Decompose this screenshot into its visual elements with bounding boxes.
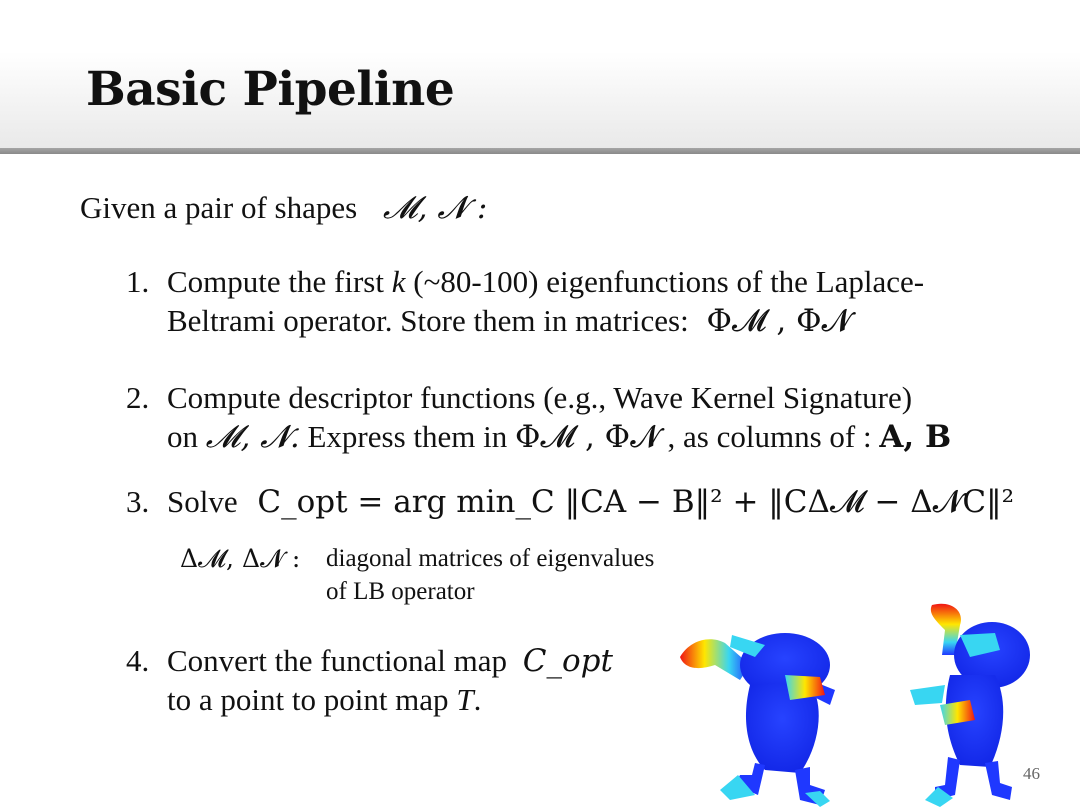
step-1-var-k: k	[391, 264, 406, 299]
step-3-equation: C_opt = arg min_C ‖CA − B‖² + ‖CΔ𝓜 − Δ𝓝C‖²	[257, 484, 1015, 520]
title-divider	[0, 148, 1080, 154]
step-2-suffix: , as columns of :	[667, 419, 872, 454]
step-4-period: .	[473, 682, 482, 717]
slide-page-number: 46	[1023, 764, 1040, 783]
step-2-line-2	[167, 421, 951, 453]
step-2-number: 2.	[126, 380, 150, 415]
step-4-line-2-text: to a point to point map	[167, 682, 449, 717]
step-3-number: 3.	[126, 484, 150, 519]
step-2-prefix: on	[167, 419, 198, 454]
step-1-line-1	[126, 266, 924, 297]
step-3-note-line-1: diagonal matrices of eigenvalues	[326, 545, 655, 572]
step-4-line-2	[167, 684, 481, 715]
step-2-phi-math: Φ𝓜 , Φ𝓝	[514, 419, 660, 455]
step-1-phi-math: Φ𝓜 , Φ𝓝	[706, 303, 852, 339]
step-1-number: 1.	[126, 264, 150, 299]
step-1-suffix: (~80-100) eigenfunctions of the Laplace-	[413, 264, 925, 299]
step-4-var-t: T	[456, 682, 474, 717]
shape-correspondence-figure	[670, 595, 1070, 810]
intro-text	[80, 192, 487, 224]
step-2-mid: Express them in	[307, 419, 508, 454]
step-1-prefix: Compute the first	[167, 264, 384, 299]
step-3-label: Solve	[167, 484, 238, 519]
step-2-ab-math: A, B	[879, 419, 952, 455]
intro-shapes-math: 𝓜, 𝓝 :	[382, 190, 488, 226]
step-4-number: 4.	[126, 643, 150, 678]
shape-1	[680, 633, 835, 807]
shape-2	[910, 604, 1030, 807]
step-3-note-line-2: of LB operator	[326, 578, 475, 605]
step-4-copt-math: C_opt	[522, 643, 613, 679]
step-4-line-1-text: Convert the functional map	[167, 643, 508, 678]
slide-title: Basic Pipeline	[86, 62, 455, 117]
step-3-note-math	[180, 546, 300, 572]
step-4-line-1	[126, 645, 613, 677]
step-3-delta-math: Δ𝓜, Δ𝓝 :	[180, 544, 301, 573]
step-2-shapes-math: 𝓜, 𝓝.	[205, 419, 300, 455]
step-3-line	[126, 486, 1014, 518]
intro-label: Given a pair of shapes	[80, 190, 358, 225]
step-1-line-2	[167, 305, 851, 337]
step-2-line-1-text: Compute descriptor functions (e.g., Wave Kernel Signature)	[167, 380, 913, 415]
step-2-line-1	[126, 382, 912, 413]
step-1-line-2-text: Beltrami operator. Store them in matrices:	[167, 303, 689, 338]
